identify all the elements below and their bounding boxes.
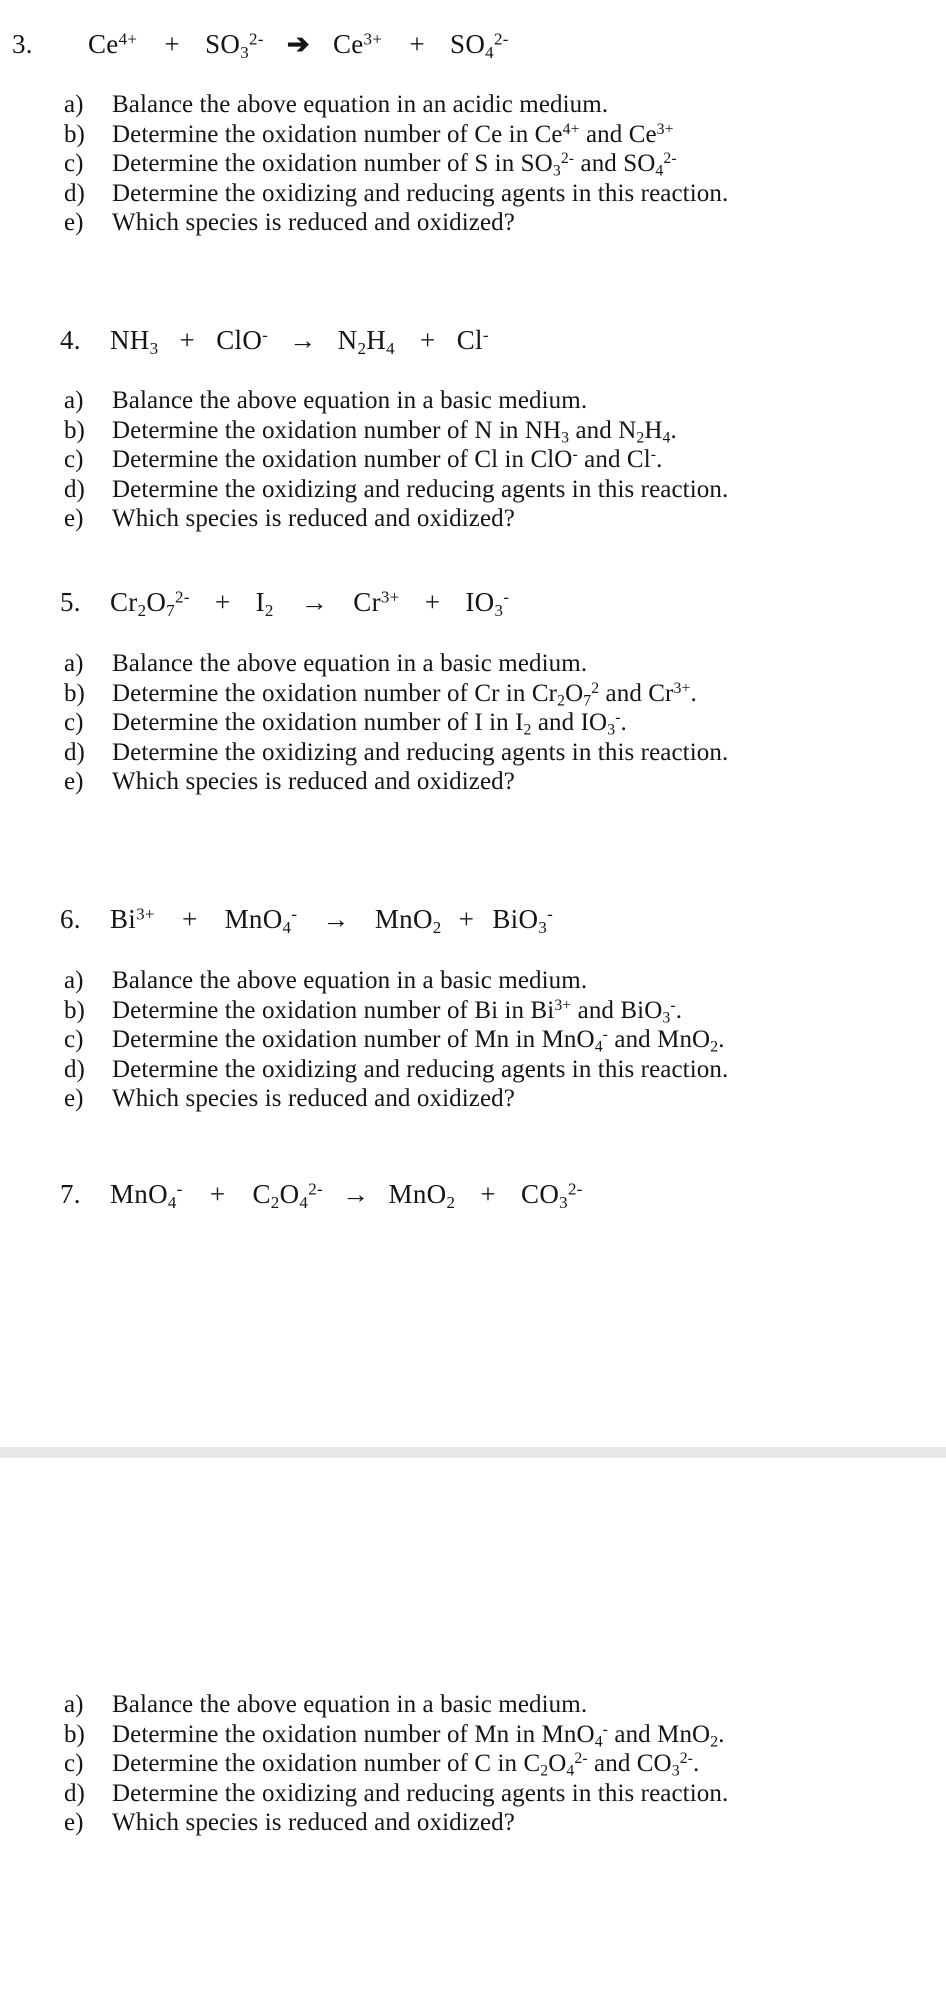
eq4-arrow-icon: → [289,325,317,355]
subitem [0,1084,946,1114]
subitem-text: Determine the oxidation number of Mn in MnO$_4$- and MnO$_2$. [112,1026,725,1056]
question-5-number: 5. [60,587,81,617]
subitem-marker: d) [64,179,85,207]
eq6-product-2: BiO$_3$- [492,904,554,937]
question-3-equation [88,29,509,62]
eq4-reactant-1: $NH_3$ [110,325,159,358]
subitem-marker: d) [64,475,85,503]
eq7-plus-2: + [480,1179,496,1209]
question-5-subitems [0,649,946,797]
subitem [0,1025,946,1055]
subitem [0,475,946,505]
eq3-product-1: $Ce^{3+}$ [332,29,383,59]
subitem-marker: a) [64,967,84,994]
eq3-reactant-2: $SO_3^{2-}$ [205,29,264,62]
eq5-arrow-icon: → [300,587,329,617]
subitem [0,1779,946,1809]
subitem-marker: e) [64,768,84,795]
subitem-marker: a) [64,91,84,118]
question-7-number: 7. [60,1179,81,1209]
eq6-product-1: MnO$_2$ [374,904,442,937]
subitem-text: Determine the oxidation number of Cl in ClO- and Cl-. [112,446,663,473]
subitem-marker: b) [64,679,85,707]
subitem-text: Determine the oxidizing and reducing agents in this reaction. [112,475,729,503]
subitem-text: Determine the oxidizing and reducing agents in this reaction. [112,738,729,766]
eq3-reactant-1: $Ce^{4+}$ [88,29,138,59]
subitem-marker: e) [64,209,84,236]
subitem [0,90,946,120]
subitem-marker: e) [64,1085,84,1112]
eq7-product-2: $CO_3^{2-}$ [521,1179,583,1212]
subitem [0,149,946,179]
eq5-product-2: $IO_3^-$ [465,587,510,620]
subitem-text: Balance the above equation in a basic medium. [112,967,588,994]
subitem-text: Determine the oxidation number of S in $SO_3^{2-}$ and $SO_4^{2-}$ [112,150,677,180]
question-7-equation [110,1179,583,1212]
eq7-reactant-1: MnO$_4$- [110,1179,183,1212]
subitem-text: Determine the oxidizing and reducing agents in this reaction. [112,1055,729,1083]
eq5-reactant-2: $I_2$ [255,587,274,620]
eq7-product-1: MnO$_2$ [388,1179,456,1212]
subitem-marker: e) [64,505,84,532]
question-7-subitems [0,1690,946,1838]
subitem-marker: d) [64,1055,85,1083]
eq3-plus-1: + [164,29,180,59]
subitem-text: Balance the above equation in a basic medium. [112,650,588,677]
question-3-subitems [0,90,946,238]
subitem-text: Determine the oxidation number of Bi in $Bi^{3+}$ and BiO$_3$-. [112,996,683,1026]
subitem [0,708,946,738]
subitem-text: Which species is reduced and oxidized? [112,505,515,532]
subitem-text: Balance the above equation in a basic medium. [112,1691,588,1718]
question-6-number: 6. [60,904,81,934]
subitem-text: Determine the oxidizing and reducing agents in this reaction. [112,1779,729,1807]
question-3-number: 3. [12,29,33,59]
subitem-text: Which species is reduced and oxidized? [112,1085,515,1112]
eq7-arrow-icon: → [342,1179,370,1209]
question-4-equation [110,325,489,358]
question-5-equation [110,587,510,620]
eq4-product-2: Cl- [456,325,489,355]
subitem [0,966,946,996]
eq4-reactant-2: ClO- [216,325,269,355]
subitem-text: Determine the oxidation number of N in $NH_3$ and $N_2H_4$. [112,416,677,446]
subitem-text: Determine the oxidation number of C in $C_2O_4^{2-}$ and $CO_3^{2-}$. [112,1750,700,1780]
subitem [0,649,946,679]
eq3-product-2: $SO_4^{2-}$ [450,29,509,62]
eq5-plus-1: + [214,587,231,617]
subitem-marker: c) [64,446,84,473]
subitem-marker: b) [64,416,85,444]
eq5-reactant-1: $Cr_2O_7^{2-}$ [110,587,190,620]
subitem-marker: a) [64,650,84,677]
eq5-plus-2: + [424,587,441,617]
eq6-plus-1: + [181,904,198,934]
question-6-subitems [0,966,946,1114]
subitem-text: Determine the oxidation number of I in $I_2$ and $IO_3^-$. [112,709,627,739]
subitem-marker: d) [64,738,85,766]
subitem-marker: b) [64,996,85,1024]
eq6-plus-2: + [458,904,475,934]
subitem-text: Determine the oxidation number of Ce in $Ce^{4+}$ and $Ce^{3+}$ [112,120,674,148]
subitem [0,1055,946,1085]
subitem [0,120,946,150]
eq4-plus-1: + [179,325,196,355]
subitem-text: Which species is reduced and oxidized? [112,209,515,236]
eq6-reactant-1: $Bi^{3+}$ [110,904,155,934]
subitem [0,767,946,797]
subitem-marker: a) [64,1691,84,1718]
subitem-text: Determine the oxidation number of Mn in MnO$_4$- and MnO$_2$. [112,1720,725,1750]
subitem-text: Balance the above equation in an acidic medium. [112,91,609,118]
eq6-reactant-2: MnO$_4$- [224,904,298,937]
subitem [0,208,946,238]
subitem [0,1690,946,1720]
eq3-arrow-icon: ➔ [286,29,310,59]
eq4-product-1: $N_2H_4$ [337,325,395,358]
subitem-marker: d) [64,1779,85,1807]
question-4-subitems [0,386,946,534]
subitem-marker: b) [64,120,85,148]
subitem-text: Determine the oxidizing and reducing agents in this reaction. [112,179,729,207]
subitem [0,445,946,475]
subitem [0,996,946,1026]
subitem-text: Which species is reduced and oxidized? [112,1809,515,1836]
subitem [0,1749,946,1779]
subitem [0,1808,946,1838]
eq4-plus-2: + [420,325,436,355]
subitem-marker: c) [64,1026,84,1053]
subitem-text: Determine the oxidation number of Cr in $Cr_2O_7^2$ and $Cr^{3+}$. [112,679,697,709]
subitem-marker: b) [64,1720,85,1748]
subitem-marker: c) [64,709,84,736]
eq7-plus-1: + [209,1179,226,1209]
subitem [0,679,946,709]
eq6-arrow-icon: → [322,904,350,934]
question-6-equation [110,904,554,937]
subitem-text: Which species is reduced and oxidized? [112,768,515,795]
subitem-marker: a) [64,387,84,414]
eq7-reactant-2: $C_2O_4^{2-}$ [252,1179,323,1212]
subitem-marker: c) [64,1750,84,1777]
subitem-marker: e) [64,1809,84,1836]
eq3-plus-2: + [409,29,425,59]
subitem [0,738,946,768]
subitem-text: Balance the above equation in a basic medium. [112,387,588,414]
subitem [0,416,946,446]
subitem-marker: c) [64,150,84,177]
subitem [0,504,946,534]
subitem [0,386,946,416]
question-4-number: 4. [60,325,81,355]
page-break-band [0,1447,946,1458]
subitem [0,179,946,209]
eq5-product-1: $Cr^{3+}$ [353,587,400,617]
subitem [0,1720,946,1750]
